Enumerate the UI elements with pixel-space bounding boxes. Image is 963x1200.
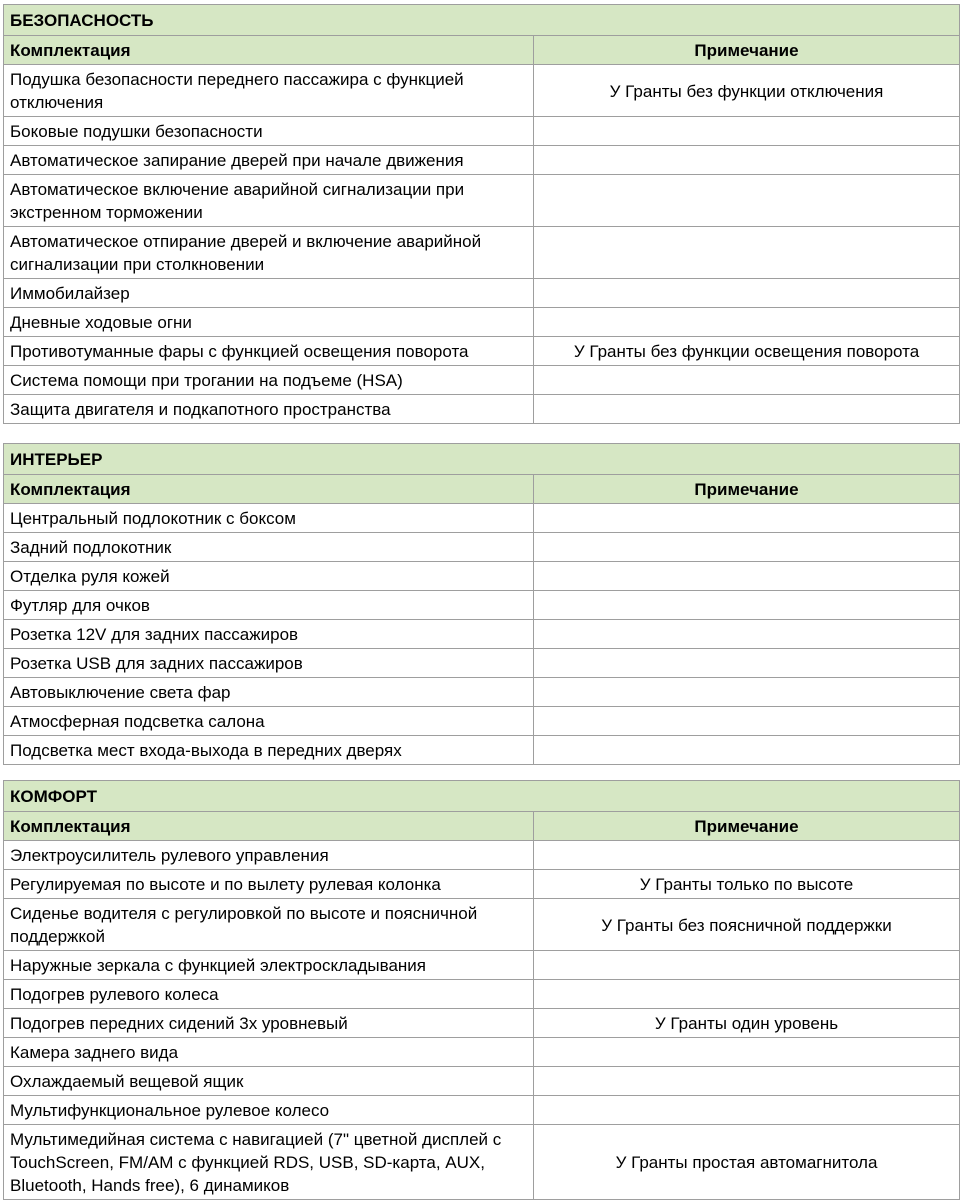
table-row (4, 620, 960, 649)
feature-cell: Мультифункциональное рулевое колесо (4, 1096, 534, 1125)
feature-cell: Подогрев передних сидений 3х уровневый (4, 1009, 534, 1038)
table-row (4, 337, 960, 366)
note-cell (534, 504, 960, 533)
feature-cell: Футляр для очков (4, 591, 534, 620)
table-row (4, 736, 960, 765)
feature-cell: Подушка безопасности переднего пассажира с функцией отключения (4, 65, 534, 117)
table-row (4, 649, 960, 678)
feature-cell: Атмосферная подсветка салона (4, 707, 534, 736)
section-interior (3, 443, 959, 765)
note-cell: У Гранты без функции освещения поворота (534, 337, 960, 366)
table-row (4, 1125, 960, 1200)
table-row (4, 1009, 960, 1038)
note-cell (534, 562, 960, 591)
feature-cell: Мультимедийная система с навигацией (7" цветной дисплей с TouchScreen, FM/AM с функцией RDS, USB, SD-карта, AUX, Bluetooth, Hands free), 6 динамиков (4, 1125, 534, 1200)
feature-cell: Задний подлокотник (4, 533, 534, 562)
column-header-note: Примечание (534, 812, 960, 841)
note-cell (534, 146, 960, 175)
feature-cell: Защита двигателя и подкапотного пространства (4, 395, 534, 424)
note-cell (534, 395, 960, 424)
column-header-feature: Комплектация (4, 475, 534, 504)
note-cell (534, 366, 960, 395)
section-title-row (4, 781, 960, 812)
section-title: КОМФОРТ (4, 781, 960, 812)
feature-cell: Розетка 12V для задних пассажиров (4, 620, 534, 649)
note-cell (534, 620, 960, 649)
table-row (4, 65, 960, 117)
feature-cell: Сиденье водителя с регулировкой по высоте и поясничной поддержкой (4, 899, 534, 951)
note-cell (534, 227, 960, 279)
feature-cell: Противотуманные фары с функцией освещения поворота (4, 337, 534, 366)
note-cell (534, 736, 960, 765)
note-cell (534, 279, 960, 308)
note-cell: У Гранты без поясничной поддержки (534, 899, 960, 951)
table-row (4, 951, 960, 980)
feature-cell: Центральный подлокотник с боксом (4, 504, 534, 533)
table-row (4, 841, 960, 870)
header-row (4, 36, 960, 65)
table-row (4, 504, 960, 533)
section-title-row (4, 5, 960, 36)
feature-cell: Подсветка мест входа-выхода в передних дверях (4, 736, 534, 765)
interior-table (3, 443, 960, 765)
column-header-note: Примечание (534, 475, 960, 504)
feature-cell: Дневные ходовые огни (4, 308, 534, 337)
column-header-note: Примечание (534, 36, 960, 65)
note-cell: У Гранты простая автомагнитола (534, 1125, 960, 1200)
section-title: БЕЗОПАСНОСТЬ (4, 5, 960, 36)
feature-cell: Наружные зеркала с функцией электроскладывания (4, 951, 534, 980)
table-row (4, 562, 960, 591)
column-header-feature: Комплектация (4, 812, 534, 841)
feature-cell: Автовыключение света фар (4, 678, 534, 707)
table-row (4, 395, 960, 424)
feature-cell: Иммобилайзер (4, 279, 534, 308)
feature-cell: Боковые подушки безопасности (4, 117, 534, 146)
table-row (4, 533, 960, 562)
note-cell (534, 308, 960, 337)
note-cell (534, 980, 960, 1009)
table-row (4, 279, 960, 308)
note-cell (534, 117, 960, 146)
note-cell (534, 951, 960, 980)
note-cell (534, 175, 960, 227)
table-row (4, 707, 960, 736)
note-cell (534, 678, 960, 707)
table-row (4, 678, 960, 707)
note-cell (534, 1038, 960, 1067)
table-row (4, 227, 960, 279)
table-row (4, 1067, 960, 1096)
feature-cell: Камера заднего вида (4, 1038, 534, 1067)
feature-cell: Отделка руля кожей (4, 562, 534, 591)
header-row (4, 475, 960, 504)
table-row (4, 1038, 960, 1067)
feature-cell: Розетка USB для задних пассажиров (4, 649, 534, 678)
feature-cell: Автоматическое отпирание дверей и включение аварийной сигнализации при столкновении (4, 227, 534, 279)
table-row (4, 870, 960, 899)
table-row (4, 146, 960, 175)
note-cell (534, 1096, 960, 1125)
note-cell: У Гранты один уровень (534, 1009, 960, 1038)
table-row (4, 175, 960, 227)
section-comfort (3, 780, 959, 1200)
table-row (4, 308, 960, 337)
feature-cell: Электроусилитель рулевого управления (4, 841, 534, 870)
safety-table (3, 4, 960, 424)
comfort-table (3, 780, 960, 1200)
note-cell: У Гранты только по высоте (534, 870, 960, 899)
note-cell (534, 591, 960, 620)
feature-cell: Автоматическое запирание дверей при начале движения (4, 146, 534, 175)
table-row (4, 980, 960, 1009)
feature-cell: Подогрев рулевого колеса (4, 980, 534, 1009)
feature-cell: Автоматическое включение аварийной сигнализации при экстренном торможении (4, 175, 534, 227)
table-row (4, 117, 960, 146)
section-title: ИНТЕРЬЕР (4, 444, 960, 475)
note-cell (534, 841, 960, 870)
table-row (4, 591, 960, 620)
table-row (4, 1096, 960, 1125)
section-safety (3, 4, 959, 424)
feature-cell: Система помощи при трогании на подъеме (HSA) (4, 366, 534, 395)
column-header-feature: Комплектация (4, 36, 534, 65)
note-cell (534, 1067, 960, 1096)
feature-cell: Регулируемая по высоте и по вылету рулевая колонка (4, 870, 534, 899)
header-row (4, 812, 960, 841)
note-cell (534, 533, 960, 562)
note-cell (534, 707, 960, 736)
note-cell: У Гранты без функции отключения (534, 65, 960, 117)
note-cell (534, 649, 960, 678)
section-title-row (4, 444, 960, 475)
table-row (4, 899, 960, 951)
feature-cell: Охлаждаемый вещевой ящик (4, 1067, 534, 1096)
table-row (4, 366, 960, 395)
